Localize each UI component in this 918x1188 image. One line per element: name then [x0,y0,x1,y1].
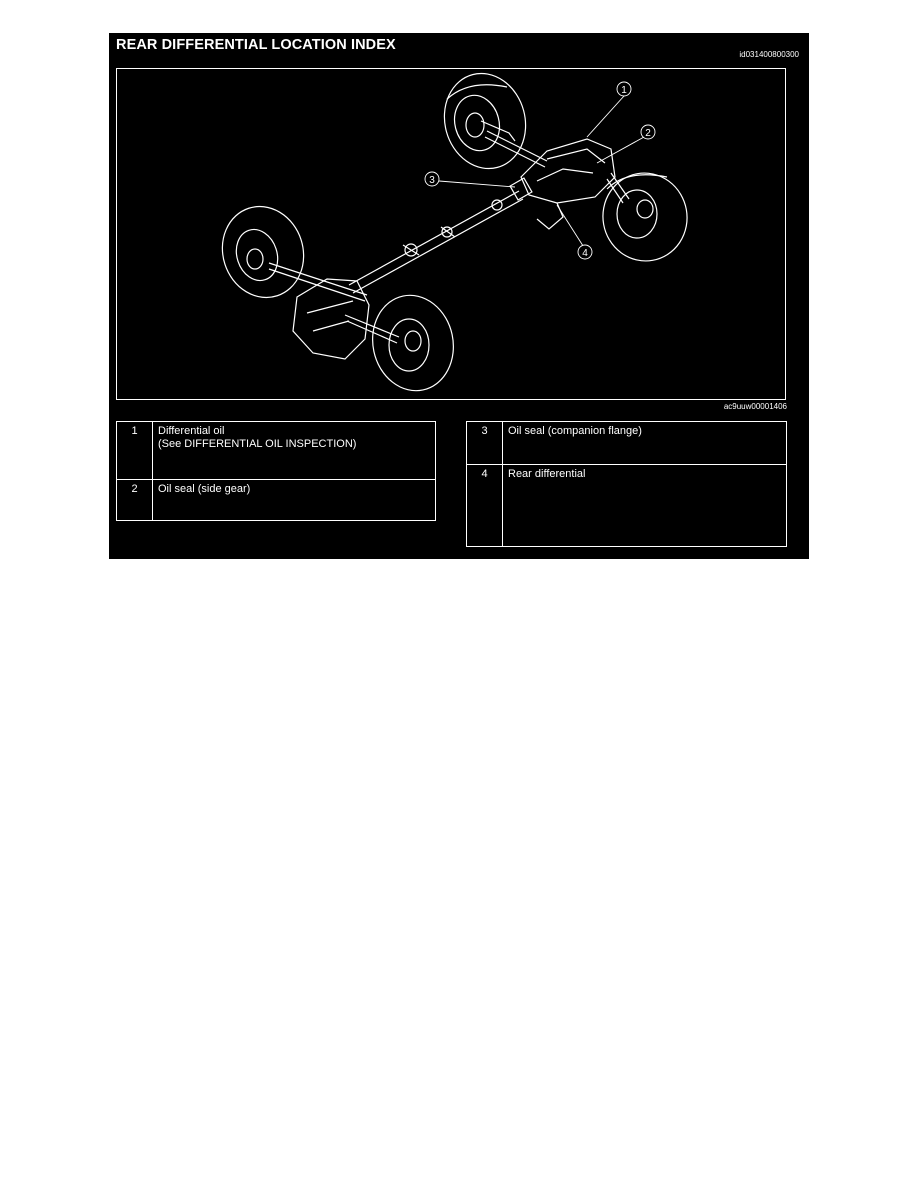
legend-table-right [466,421,787,547]
legend-row [467,464,786,546]
drivetrain-illustration [116,68,786,400]
drivetrain-diagram [117,69,785,399]
front-left-wheel [211,196,316,308]
propeller-shaft [349,191,523,293]
legend-number: 4 [467,465,503,546]
legend-text: Differential oil (See DIFFERENTIAL OIL INSPECTION) [158,425,357,450]
legend-text: Oil seal (companion flange) [508,425,642,437]
callout-3-leader [439,181,515,187]
legend-number: 1 [117,422,153,479]
callout-4-label: 4 [582,248,588,259]
callout-4-leader [557,205,585,249]
callout-2-label: 2 [645,128,651,139]
legend-text: Oil seal (side gear) [158,483,251,495]
location-index-panel [109,33,809,559]
legend-row [117,479,435,520]
document-id: id031400800300 [739,50,799,59]
legend-text: Rear differential [508,468,586,480]
rear-drive-shafts [481,121,629,203]
legend-table-left [116,421,436,521]
front-right-wheel [364,288,462,399]
legend-number: 2 [117,480,153,520]
legend-row [117,422,435,479]
front-drive-shafts [269,263,399,343]
callout-1-label: 1 [621,85,627,96]
page-title: REAR DIFFERENTIAL LOCATION INDEX [116,37,396,53]
legend-number: 3 [467,422,503,464]
rear-differential [510,139,615,229]
callout-3-label: 3 [429,175,435,186]
callout-1-leader [587,96,624,137]
figure-id: ac9uuw00001406 [723,402,787,411]
legend-row [467,422,786,464]
callout-2-leader [597,137,644,163]
